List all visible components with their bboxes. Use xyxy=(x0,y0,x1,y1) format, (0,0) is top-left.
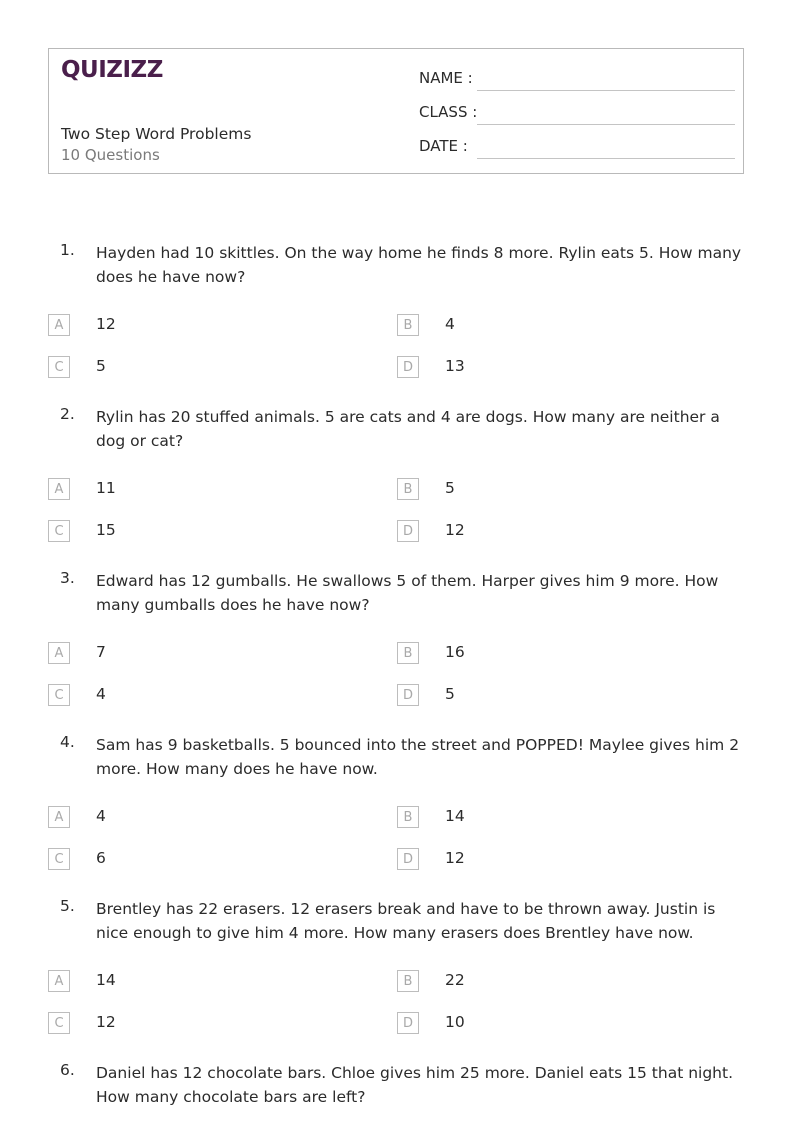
class-label: CLASS : xyxy=(419,103,478,121)
question-number: 2. xyxy=(60,405,75,423)
question-number: 1. xyxy=(60,241,75,259)
date-line[interactable] xyxy=(477,158,735,159)
option-text: 13 xyxy=(445,357,465,375)
option-letter-box[interactable]: C xyxy=(48,848,70,870)
option-a[interactable] xyxy=(48,314,348,338)
option-letter-box[interactable]: A xyxy=(48,970,70,992)
worksheet-header xyxy=(48,48,744,174)
option-letter-box[interactable]: D xyxy=(397,848,419,870)
option-text: 7 xyxy=(96,643,106,661)
option-b[interactable] xyxy=(397,642,697,666)
option-b[interactable] xyxy=(397,478,697,502)
option-b[interactable] xyxy=(397,970,697,994)
option-text: 16 xyxy=(445,643,465,661)
option-d[interactable] xyxy=(397,1012,697,1036)
option-letter-box[interactable]: C xyxy=(48,684,70,706)
option-text: 10 xyxy=(445,1013,465,1031)
option-letter-box[interactable]: B xyxy=(397,806,419,828)
option-letter-box[interactable]: A xyxy=(48,478,70,500)
option-letter-box[interactable]: D xyxy=(397,1012,419,1034)
question-text: Hayden had 10 skittles. On the way home he finds 8 more. Rylin eats 5. How many does he have now? xyxy=(96,244,742,286)
option-c[interactable] xyxy=(48,520,348,544)
option-c[interactable] xyxy=(48,848,348,872)
option-letter-box[interactable]: D xyxy=(397,684,419,706)
option-letter-box[interactable]: A xyxy=(48,642,70,664)
question-text: Brentley has 22 erasers. 12 erasers break and have to be thrown away. Justin is nice enough to give him 4 more. How many erasers does Brentley have now. xyxy=(96,900,716,942)
option-letter-box[interactable]: A xyxy=(48,314,70,336)
option-c[interactable] xyxy=(48,684,348,708)
option-text: 5 xyxy=(445,685,455,703)
option-b[interactable] xyxy=(397,314,697,338)
option-d[interactable] xyxy=(397,520,697,544)
option-d[interactable] xyxy=(397,684,697,708)
option-text: 5 xyxy=(96,357,106,375)
question-number: 5. xyxy=(60,897,75,915)
option-text: 6 xyxy=(96,849,106,867)
question-number: 3. xyxy=(60,569,75,587)
date-label: DATE : xyxy=(419,137,468,155)
option-letter-box[interactable]: C xyxy=(48,520,70,542)
option-letter-box[interactable]: B xyxy=(397,478,419,500)
option-text: 14 xyxy=(445,807,465,825)
name-line[interactable] xyxy=(477,90,735,91)
option-c[interactable] xyxy=(48,1012,348,1036)
option-text: 14 xyxy=(96,971,116,989)
question-number: 6. xyxy=(60,1061,75,1079)
option-letter-box[interactable]: C xyxy=(48,1012,70,1034)
option-letter-box[interactable]: D xyxy=(397,356,419,378)
option-text: 11 xyxy=(96,479,116,497)
option-text: 4 xyxy=(96,807,106,825)
option-text: 22 xyxy=(445,971,465,989)
class-field[interactable] xyxy=(419,103,735,127)
question-count: 10 Questions xyxy=(61,146,160,164)
class-line[interactable] xyxy=(477,124,735,125)
question-number: 4. xyxy=(60,733,75,751)
option-text: 4 xyxy=(445,315,455,333)
option-a[interactable] xyxy=(48,806,348,830)
question-text: Rylin has 20 stuffed animals. 5 are cats and 4 are dogs. How many are neither a dog or cat? xyxy=(96,408,720,450)
question-text: Edward has 12 gumballs. He swallows 5 of them. Harper gives him 9 more. How many gumballs does he have now? xyxy=(96,572,719,614)
option-letter-box[interactable]: C xyxy=(48,356,70,378)
option-a[interactable] xyxy=(48,970,348,994)
quizizz-logo: QUIZIZZ xyxy=(61,57,163,83)
option-text: 5 xyxy=(445,479,455,497)
option-d[interactable] xyxy=(397,848,697,872)
option-letter-box[interactable]: D xyxy=(397,520,419,542)
name-label: NAME : xyxy=(419,69,473,87)
name-field[interactable] xyxy=(419,69,735,93)
question-text: Sam has 9 basketballs. 5 bounced into the street and POPPED! Maylee gives him 2 more. How many does he have now. xyxy=(96,736,740,778)
option-c[interactable] xyxy=(48,356,348,380)
option-text: 12 xyxy=(96,1013,116,1031)
option-a[interactable] xyxy=(48,642,348,666)
option-a[interactable] xyxy=(48,478,348,502)
option-text: 12 xyxy=(445,849,465,867)
worksheet-title: Two Step Word Problems xyxy=(61,125,252,143)
option-text: 12 xyxy=(445,521,465,539)
option-text: 4 xyxy=(96,685,106,703)
option-letter-box[interactable]: A xyxy=(48,806,70,828)
option-letter-box[interactable]: B xyxy=(397,642,419,664)
option-text: 12 xyxy=(96,315,116,333)
question-text: Daniel has 12 chocolate bars. Chloe gives him 25 more. Daniel eats 15 that night. How many chocolate bars are left? xyxy=(96,1064,733,1106)
option-letter-box[interactable]: B xyxy=(397,970,419,992)
option-b[interactable] xyxy=(397,806,697,830)
date-field[interactable] xyxy=(419,137,735,161)
option-text: 15 xyxy=(96,521,116,539)
option-letter-box[interactable]: B xyxy=(397,314,419,336)
option-d[interactable] xyxy=(397,356,697,380)
